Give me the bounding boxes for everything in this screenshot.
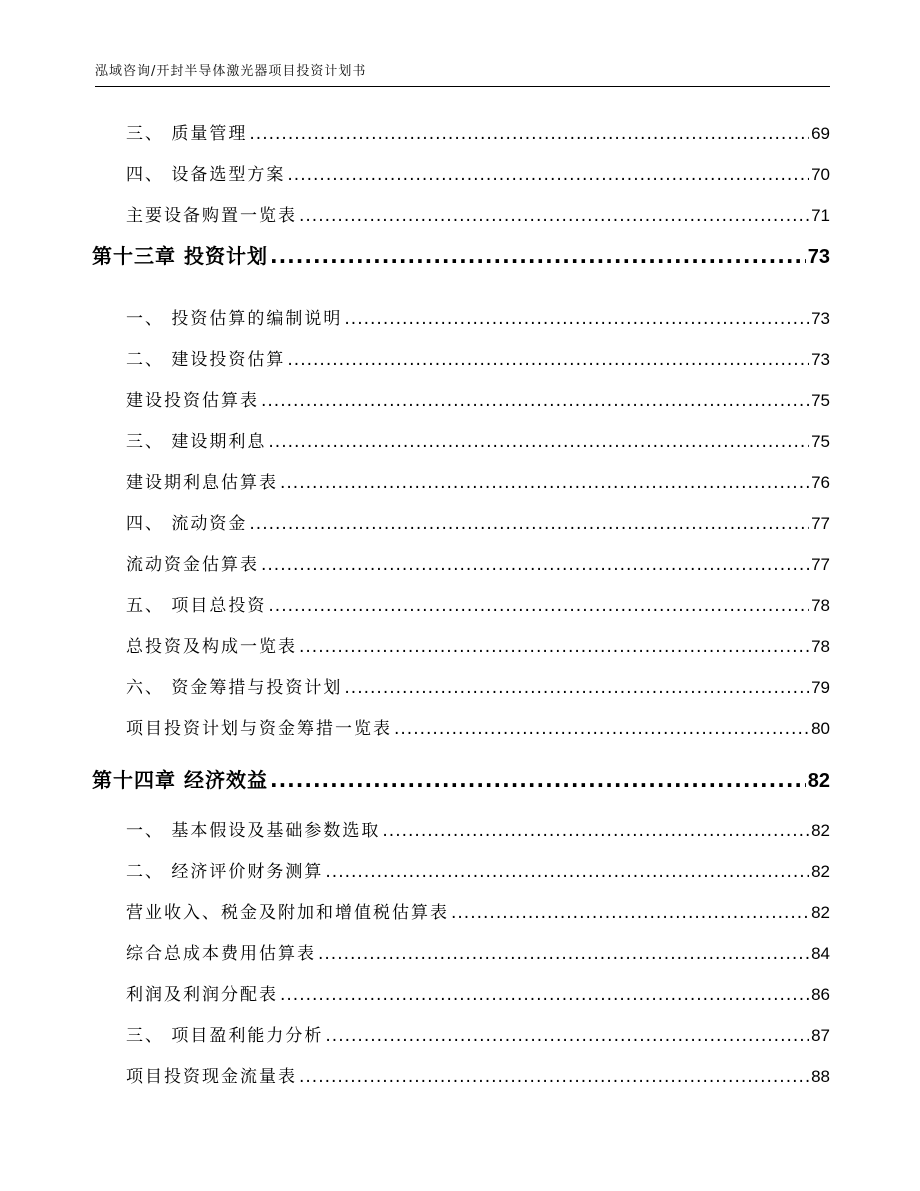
toc-dot-leader <box>268 428 809 456</box>
toc-dot-leader <box>280 981 809 1009</box>
toc-dot-leader <box>270 242 806 270</box>
toc-dot-leader <box>280 469 809 497</box>
toc-page-number: 82 <box>811 903 830 922</box>
toc-entry-title: 综合总成本费用估算表 <box>126 944 316 964</box>
toc-section-entry[interactable] <box>126 161 830 189</box>
toc-dot-leader <box>261 551 809 579</box>
toc-entry-title: 三、 项目盈利能力分析 <box>126 1026 324 1046</box>
toc-section-entry[interactable] <box>126 510 830 538</box>
toc-page-number: 87 <box>811 1026 830 1045</box>
toc-entry-title: 营业收入、税金及附加和增值税估算表 <box>126 903 449 923</box>
toc-page-number: 82 <box>811 821 830 840</box>
toc-page-number: 84 <box>811 944 830 963</box>
toc-page-number: 79 <box>811 678 830 697</box>
toc-entry-title: 二、 建设投资估算 <box>126 350 286 370</box>
toc-entry-title: 五、 项目总投资 <box>126 596 267 616</box>
toc-page-number: 80 <box>811 719 830 738</box>
toc-chapter-entry[interactable] <box>92 766 830 794</box>
toc-dot-leader <box>268 592 809 620</box>
toc-page-number: 75 <box>811 432 830 451</box>
toc-dot-leader <box>261 387 809 415</box>
toc-entry-title: 项目投资计划与资金筹措一览表 <box>126 719 392 739</box>
toc-dot-leader <box>318 940 809 968</box>
toc-page-number: 82 <box>811 862 830 881</box>
toc-page-number: 78 <box>811 596 830 615</box>
toc-entry-title: 六、 资金筹措与投资计划 <box>126 678 343 698</box>
toc-dot-leader <box>344 674 809 702</box>
toc-section-entry[interactable] <box>126 592 830 620</box>
toc-page-number: 73 <box>811 350 830 369</box>
toc-table-entry[interactable] <box>126 202 830 230</box>
toc-entry-title: 主要设备购置一览表 <box>126 206 297 226</box>
toc-entry-title: 项目投资现金流量表 <box>126 1067 297 1087</box>
toc-page-number: 73 <box>807 246 830 268</box>
toc-page-number: 73 <box>811 309 830 328</box>
toc-entry-title: 利润及利润分配表 <box>126 985 278 1005</box>
toc-section-entry[interactable] <box>126 1022 830 1050</box>
toc-page-number: 69 <box>811 124 830 143</box>
toc-entry-title: 第十四章 经济效益 <box>92 768 268 792</box>
toc-chapter-entry[interactable] <box>92 242 830 270</box>
toc-table-entry[interactable] <box>126 715 830 743</box>
toc-page-number: 78 <box>811 637 830 656</box>
toc-entry-title: 建设期利息估算表 <box>126 473 278 493</box>
toc-dot-leader <box>325 858 809 886</box>
toc-section-entry[interactable] <box>126 305 830 333</box>
toc-entry-title: 二、 经济评价财务测算 <box>126 862 324 882</box>
toc-dot-leader <box>325 1022 809 1050</box>
toc-table-entry[interactable] <box>126 551 830 579</box>
toc-section-entry[interactable] <box>126 817 830 845</box>
toc-table-entry[interactable] <box>126 633 830 661</box>
toc-entry-title: 建设投资估算表 <box>126 391 259 411</box>
toc-dot-leader <box>299 202 809 230</box>
toc-table-entry[interactable] <box>126 981 830 1009</box>
toc-page-number: 75 <box>811 391 830 410</box>
toc-page-number: 76 <box>811 473 830 492</box>
toc-entry-title: 总投资及构成一览表 <box>126 637 297 657</box>
toc-section-entry[interactable] <box>126 674 830 702</box>
toc-page-number: 70 <box>811 165 830 184</box>
toc-table-entry[interactable] <box>126 1063 830 1091</box>
toc-dot-leader <box>287 161 809 189</box>
toc-page-number: 82 <box>807 770 830 792</box>
toc-dot-leader <box>249 510 809 538</box>
toc-table-entry[interactable] <box>126 469 830 497</box>
toc-section-entry[interactable] <box>126 428 830 456</box>
toc-page-number: 71 <box>811 206 830 225</box>
toc-page-number: 77 <box>811 555 830 574</box>
toc-dot-leader <box>344 305 809 333</box>
toc-dot-leader <box>451 899 809 927</box>
toc-entry-title: 三、 质量管理 <box>126 124 248 144</box>
toc-entry-title: 四、 设备选型方案 <box>126 165 286 185</box>
toc-entry-title: 第十三章 投资计划 <box>92 244 268 268</box>
toc-section-entry[interactable] <box>126 858 830 886</box>
toc-entry-title: 三、 建设期利息 <box>126 432 267 452</box>
toc-page-number: 77 <box>811 514 830 533</box>
toc-page-number: 86 <box>811 985 830 1004</box>
toc-dot-leader <box>287 346 809 374</box>
toc-dot-leader <box>382 817 809 845</box>
toc-dot-leader <box>270 766 806 794</box>
toc-dot-leader <box>299 633 809 661</box>
toc-section-entry[interactable] <box>126 120 830 148</box>
toc-table-entry[interactable] <box>126 899 830 927</box>
toc-entry-title: 一、 投资估算的编制说明 <box>126 309 343 329</box>
toc-dot-leader <box>394 715 809 743</box>
toc-page-number: 88 <box>811 1067 830 1086</box>
toc-table-entry[interactable] <box>126 387 830 415</box>
toc-entry-title: 流动资金估算表 <box>126 555 259 575</box>
toc-entry-title: 四、 流动资金 <box>126 514 248 534</box>
toc-section-entry[interactable] <box>126 346 830 374</box>
toc-dot-leader <box>299 1063 809 1091</box>
page-header: 泓域咨询/开封半导体激光器项目投资计划书 <box>95 60 830 87</box>
toc-entry-title: 一、 基本假设及基础参数选取 <box>126 821 381 841</box>
toc-dot-leader <box>249 120 809 148</box>
toc-table-entry[interactable] <box>126 940 830 968</box>
